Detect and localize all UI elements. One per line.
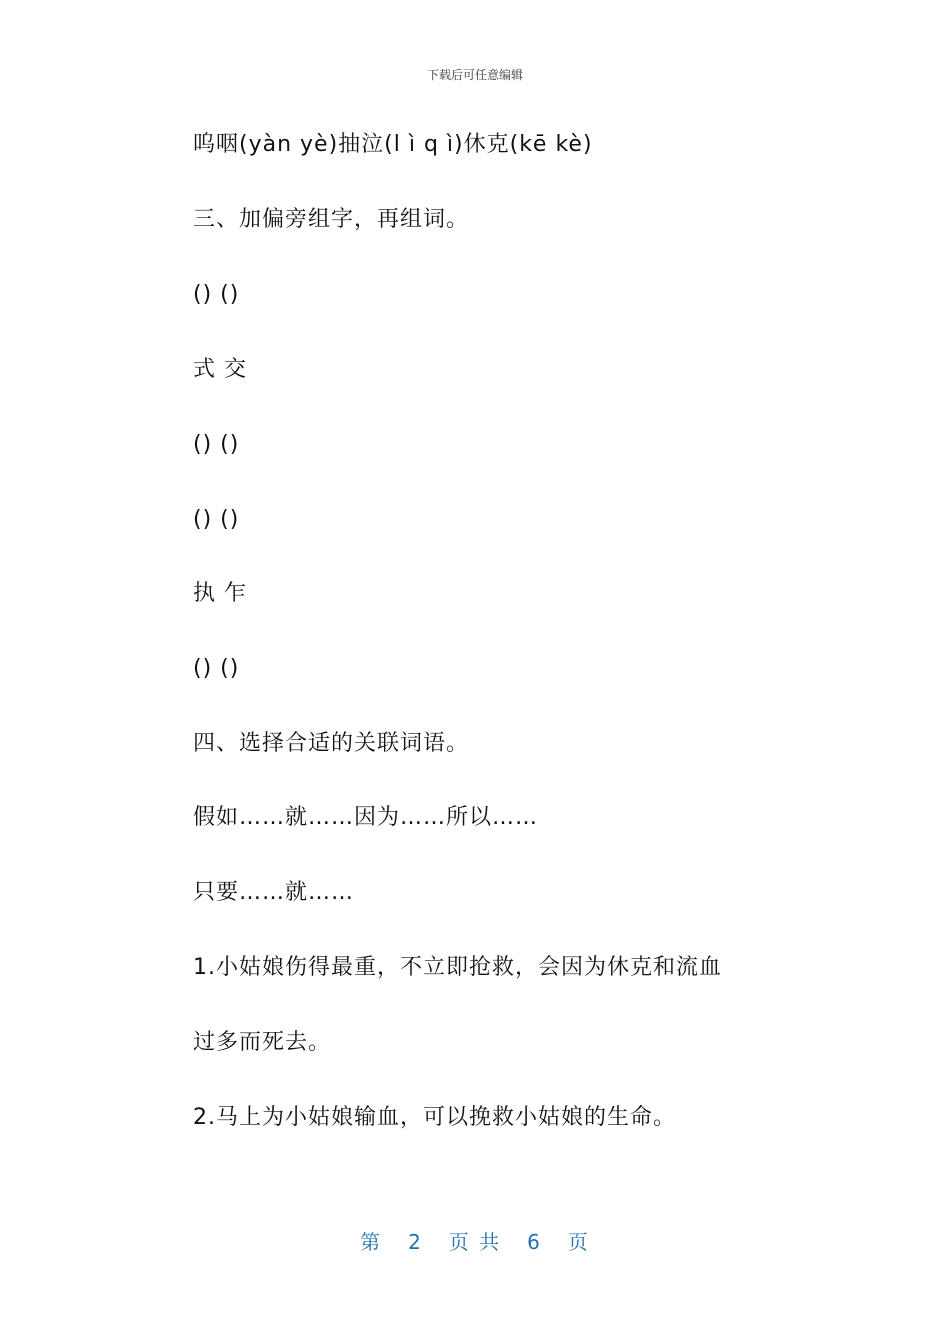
footer-suffix: 页 bbox=[567, 1230, 590, 1254]
blank-row: () () bbox=[193, 432, 240, 457]
conjunction-options: 假如……就……因为……所以…… bbox=[193, 805, 539, 830]
section-three-heading: 三、加偏旁组字，再组词。 bbox=[193, 207, 470, 232]
footer-middle: 页 共 bbox=[448, 1230, 502, 1254]
pinyin-line: 呜咽(yàn yè)抽泣(l ì q ì)休克(kē kè) bbox=[193, 132, 593, 157]
character-row: 执 乍 bbox=[193, 581, 247, 606]
footer-prefix: 第 bbox=[360, 1230, 383, 1254]
page-footer bbox=[0, 1226, 950, 1255]
conjunction-options: 只要……就…… bbox=[193, 880, 355, 905]
current-page-number: 2 bbox=[408, 1230, 423, 1254]
character-row: 式 交 bbox=[193, 357, 247, 382]
question-1: 1.小姑娘伤得最重，不立即抢救，会因为休克和流血 bbox=[193, 955, 722, 980]
blank-row: () () bbox=[193, 656, 240, 681]
total-page-number: 6 bbox=[527, 1230, 542, 1254]
page-header: 下载后可任意编辑 bbox=[426, 68, 523, 82]
blank-row: () () bbox=[193, 507, 240, 532]
section-four-heading: 四、选择合适的关联词语。 bbox=[193, 731, 470, 756]
question-2: 2.马上为小姑娘输血，可以挽救小姑娘的生命。 bbox=[193, 1105, 676, 1130]
blank-row: () () bbox=[193, 282, 240, 307]
question-1-continued: 过多而死去。 bbox=[193, 1030, 332, 1055]
